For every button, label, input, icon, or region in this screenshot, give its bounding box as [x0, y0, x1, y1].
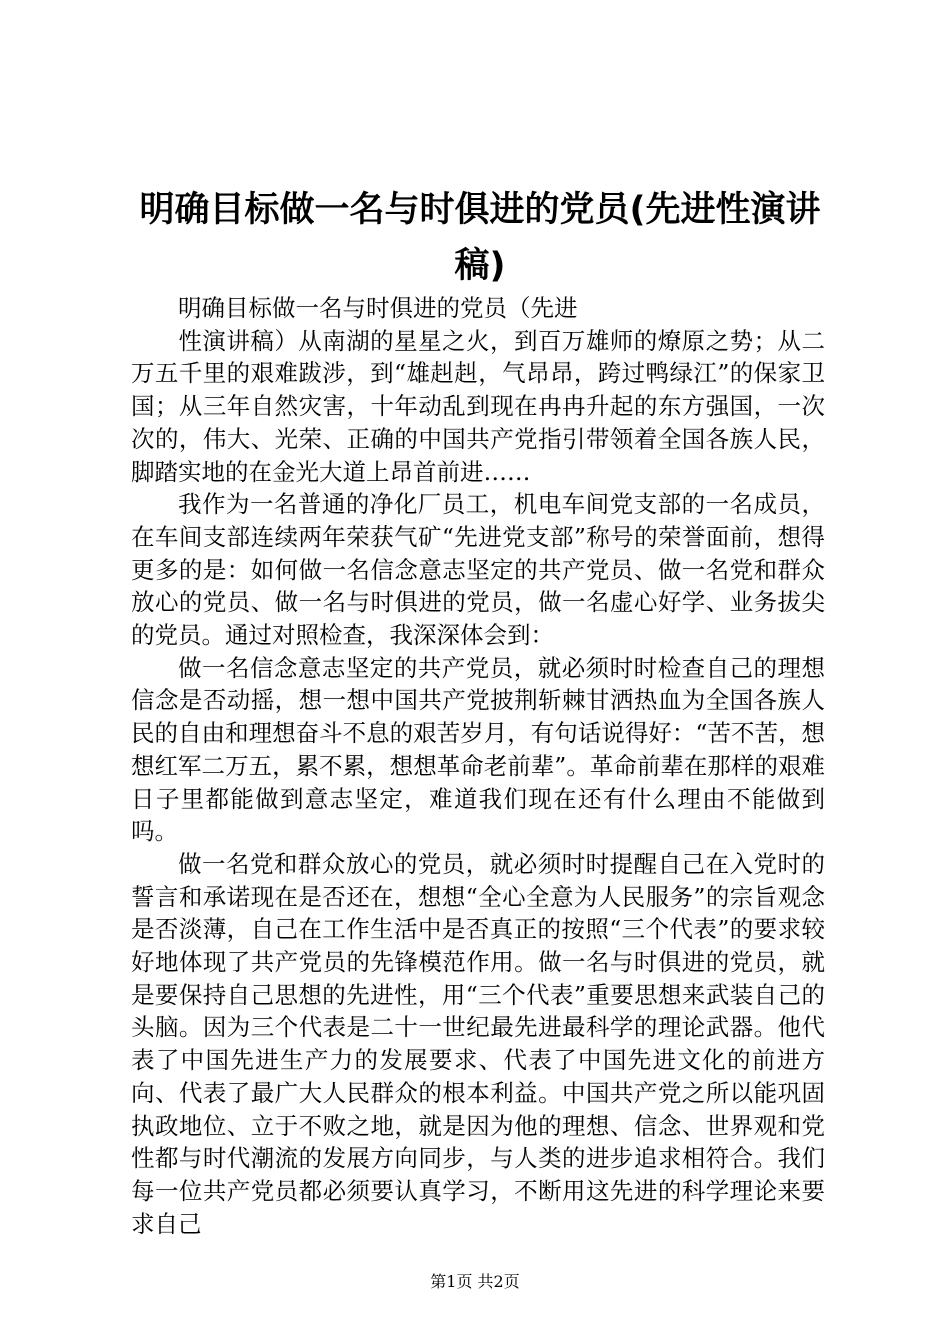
lead-line-2: 性演讲稿）从南湖的星星之火，到百万雄师的燎原之势；从二万五千里的艰难跋涉，到“雄赳赳，气昂昂，跨过鸭绿江”的保家卫国；从三年自然灾害，十年动乱到现在冉冉升起的东方强国，一次次的，伟大、光荣、正确的中国共产党指引带领着全国各族人民，脚踏实地的在金光大道上昂首前进…… — [131, 326, 825, 486]
paragraph-3: 做一名党和群众放心的党员，就必须时时提醒自己在入党时的誓言和承诺现在是否还在，想想“全心全意为人民服务”的宗旨观念是否淡薄，自己在工作生活中是否真正的按照“三个代表”的要求较好地体现了共产党员的先锋模范作用。做一名与时俱进的党员，就是要保持自己思想的先进性，用“三个代表”重要思想来武装自己的头脑。因为三个代表是二十一世纪最先进最科学的理论武器。他代表了中国先进生产力的发展要求、代表了中国先进文化的前进方向、代表了最广大人民群众的根本利益。中国共产党之所以能巩固执政地位、立于不败之地，就是因为他的理想、信念、世界观和党性都与时代潮流的发展方向同步，与人类的进步追求相符合。我们每一位共产党员都必须要认真学习，不断用这先进的科学理论来要求自己 — [131, 849, 825, 1238]
lead-paragraph — [131, 292, 825, 488]
paragraph-1: 我作为一名普通的净化厂员工，机电车间党支部的一名成员，在车间支部连续两年荣获气矿“先进党支部”称号的荣誉面前，想得更多的是：如何做一名信念意志坚定的共产党员、做一名党和群众放心的党员、做一名与时俱进的党员，做一名虚心好学、业务拔尖的党员。通过对照检查，我深深体会到： — [131, 490, 825, 650]
lead-line-1: 明确目标做一名与时俱进的党员（先进 — [178, 294, 578, 322]
document-body — [131, 292, 825, 1240]
document-title: 明确目标做一名与时俱进的党员(先进性演讲稿) — [139, 190, 821, 286]
page-footer: 第1页 共2页 — [430, 1272, 520, 1291]
paragraph-2: 做一名信念意志坚定的共产党员，就必须时时检查自己的理想信念是否动摇，想一想中国共产党披荆斩棘甘洒热血为全国各族人民的自由和理想奋斗不息的艰苦岁月，有句话说得好：“苦不苦，想想红军二万五，累不累，想想革命老前辈”。革命前辈在那样的艰难日子里都能做到意志坚定，难道我们现在还有什么理由不能做到吗。 — [131, 653, 825, 846]
